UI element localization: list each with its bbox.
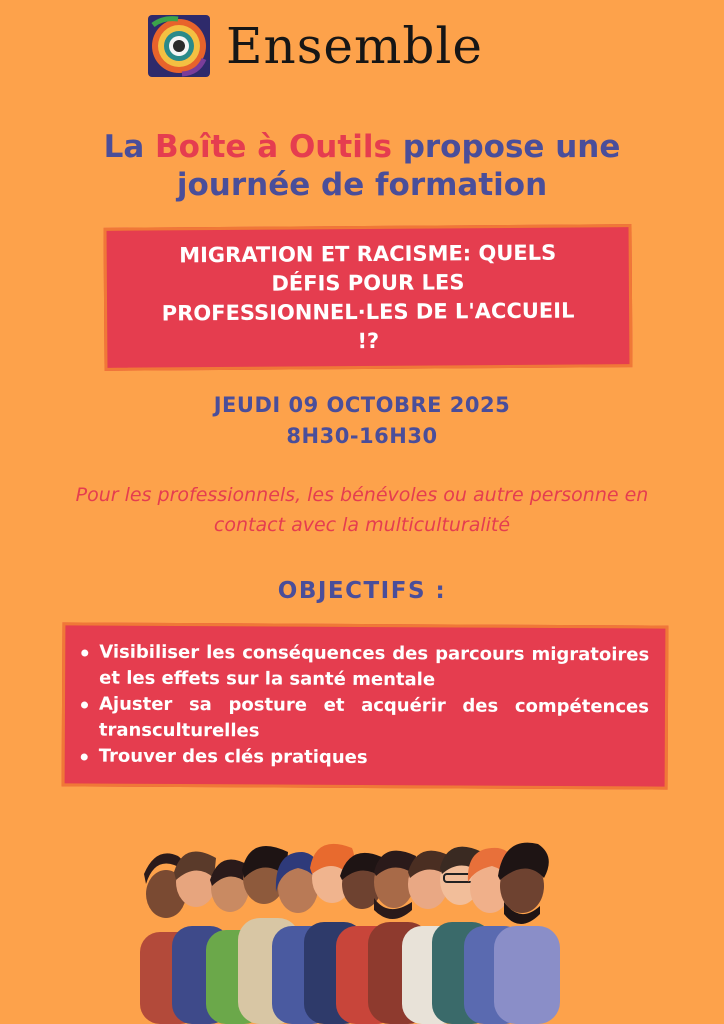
ensemble-spiral-logo-icon [148, 15, 210, 77]
diverse-people-illustration [126, 822, 596, 1024]
event-date: JEUDI 09 OCTOBRE 2025 [213, 393, 511, 417]
objectives-list [79, 640, 650, 773]
training-title: MIGRATION ET RACISME: QUELS DÉFIS POUR LES PROFESSIONNEL·LES DE L'ACCUEIL !? [161, 240, 575, 353]
headline-highlight: Boîte à Outils [155, 129, 392, 165]
person-12 [494, 843, 560, 1024]
objective-item: Trouver des clés pratiques [79, 744, 649, 773]
objectives-box [62, 622, 669, 789]
target-audience: Pour les professionnels, les bénévoles ou autre personne en contact avec la multiculturalité [75, 484, 649, 536]
objective-item: Ajuster sa posture et acquérir des compétences transculturelles [79, 692, 649, 747]
brand-name: Ensemble [226, 17, 483, 75]
objective-item: Visibiliser les conséquences des parcours migratoires et les effets sur la santé mentale [79, 640, 649, 695]
brand-logo [148, 14, 588, 78]
objectives-heading: OBJECTIFS : [277, 578, 447, 604]
headline [40, 128, 684, 204]
event-time: 8H30-16H30 [286, 424, 438, 448]
event-datetime [0, 390, 724, 452]
headline-prefix: La [103, 129, 156, 165]
training-title-box [104, 224, 633, 371]
headline-suffix: propose une journée de formation [176, 129, 621, 203]
